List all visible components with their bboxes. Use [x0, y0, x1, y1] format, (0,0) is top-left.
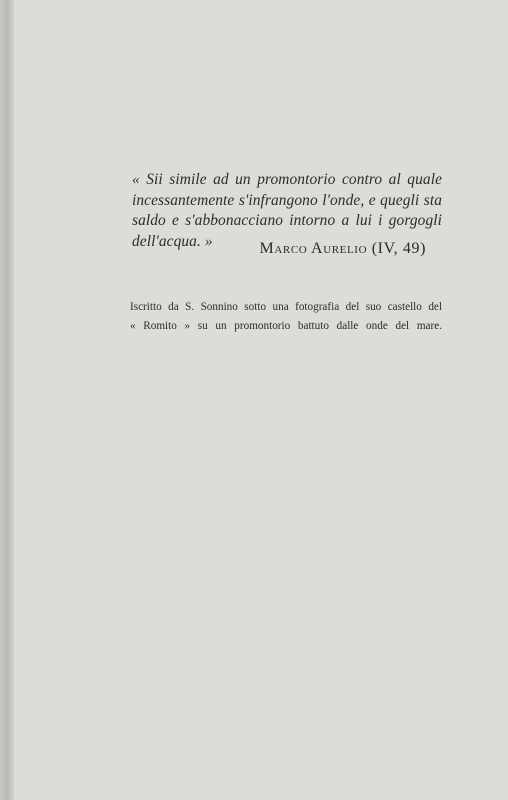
- epigraph-attribution: Marco Aurelio (IV, 49): [259, 240, 426, 257]
- footnote: [130, 298, 442, 335]
- footnote-line: Iscritto da S. Sonnino sotto una fotografia del suo castello del: [130, 301, 442, 313]
- epigraph-line: incessantemente s'infrangono l'onde, e quegli sta: [132, 191, 442, 209]
- epigraph-line: saldo e s'abbonacciano intorno a lui i gorgogli: [132, 212, 442, 229]
- book-page: [14, 0, 508, 800]
- footnote-line: « Romito » su un promontorio battuto dalle onde del mare.: [130, 319, 442, 332]
- page-gutter: [0, 0, 14, 800]
- epigraph-line: « Sii simile ad un promontorio contro al quale: [132, 171, 442, 188]
- epigraph-line: dell'acqua. »: [132, 232, 213, 250]
